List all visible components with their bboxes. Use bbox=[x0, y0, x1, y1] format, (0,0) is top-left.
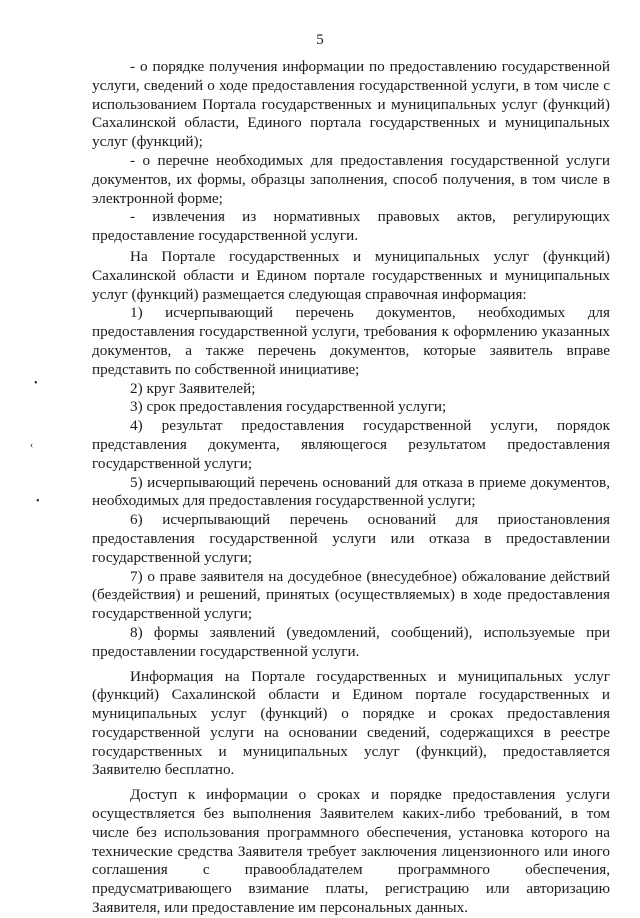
paragraph-info-order: - о порядке получения информации по предоставлению государственной услуги, сведений о ходе предоставления государственной услуги, в том числе с использованием Портала государственных и муниципальных услуг (функций) Сахалинской области, Единого портала государственных и муниципальных услуг (функций); bbox=[92, 58, 610, 151]
paragraph-legal-extracts: - извлечения из нормативных правовых актов, регулирующих предоставление государственной услуги. bbox=[92, 208, 610, 245]
page-number: 5 bbox=[316, 32, 324, 48]
list-item-7: 7) о праве заявителя на досудебное (внесудебное) обжалование действий (бездействия) и решений, принятых (осуществляемых) в ходе предоставления государственной услуги; bbox=[92, 567, 610, 623]
list-item-6: 6) исчерпывающий перечень оснований для приостановления предоставления государственной услуги или отказа в предоставлении государственной услуги; bbox=[92, 511, 610, 566]
list-item-4: 4) результат предоставления государственной услуги, порядок представления документа, являющегося результатом предоставления государственной услуги; bbox=[92, 417, 610, 472]
paragraph-free-info: Информация на Портале государственных и муниципальных услуг (функций) Сахалинской области и Едином портале государственных и муниципальных услуг (функций) о порядке и сроках предоставления государственной услуги на основании сведений, содержащихся в реестре государственных и муниципальных услуг (функций), предоставляется Заявителю бесплатно. bbox=[92, 667, 610, 779]
paragraph-docs-list: - о перечне необходимых для предоставления государственной услуги документов, их формы, образцы заполнения, способ получения, в том числе в электронной форме; bbox=[92, 151, 610, 207]
scan-mark: • bbox=[34, 378, 38, 389]
list-item-2: 2) круг Заявителей; bbox=[130, 379, 256, 397]
list-item-5: 5) исчерпывающий перечень оснований для отказа в приеме документов, необходимых для предоставления государственной услуги; bbox=[92, 473, 610, 510]
paragraph-portal-info: На Портале государственных и муниципальных услуг (функций) Сахалинской области и Едином портале государственных и муниципальных услуг (функций) размещается следующая справочная информация: bbox=[92, 247, 610, 303]
scan-mark: • bbox=[36, 496, 40, 507]
document-body bbox=[92, 58, 610, 918]
scan-mark: ‹ bbox=[30, 440, 34, 451]
list-item-3: 3) срок предоставления государственной услуги; bbox=[130, 398, 447, 416]
paragraph-access: Доступ к информации о сроках и порядке предоставления услуги осуществляется без выполнения Заявителем каких-либо требований, в том числе без использования программного обеспечения, установка которого на технические средства Заявителя требует заключения лицензионного или иного соглашения с правообладателем программного обеспечения, предусматривающего взимание платы, регистрацию или авторизацию Заявителя, или предоставление им персональных данных. bbox=[92, 786, 610, 917]
list-item-1: 1) исчерпывающий перечень документов, необходимых для предоставления государственной услуги, требования к оформлению указанных документов, а также перечень документов, которые заявитель вправе представить по собственной инициативе; bbox=[92, 304, 610, 378]
list-item-8: 8) формы заявлений (уведомлений, сообщений), используемые при предоставлении государственной услуги. bbox=[92, 623, 610, 660]
